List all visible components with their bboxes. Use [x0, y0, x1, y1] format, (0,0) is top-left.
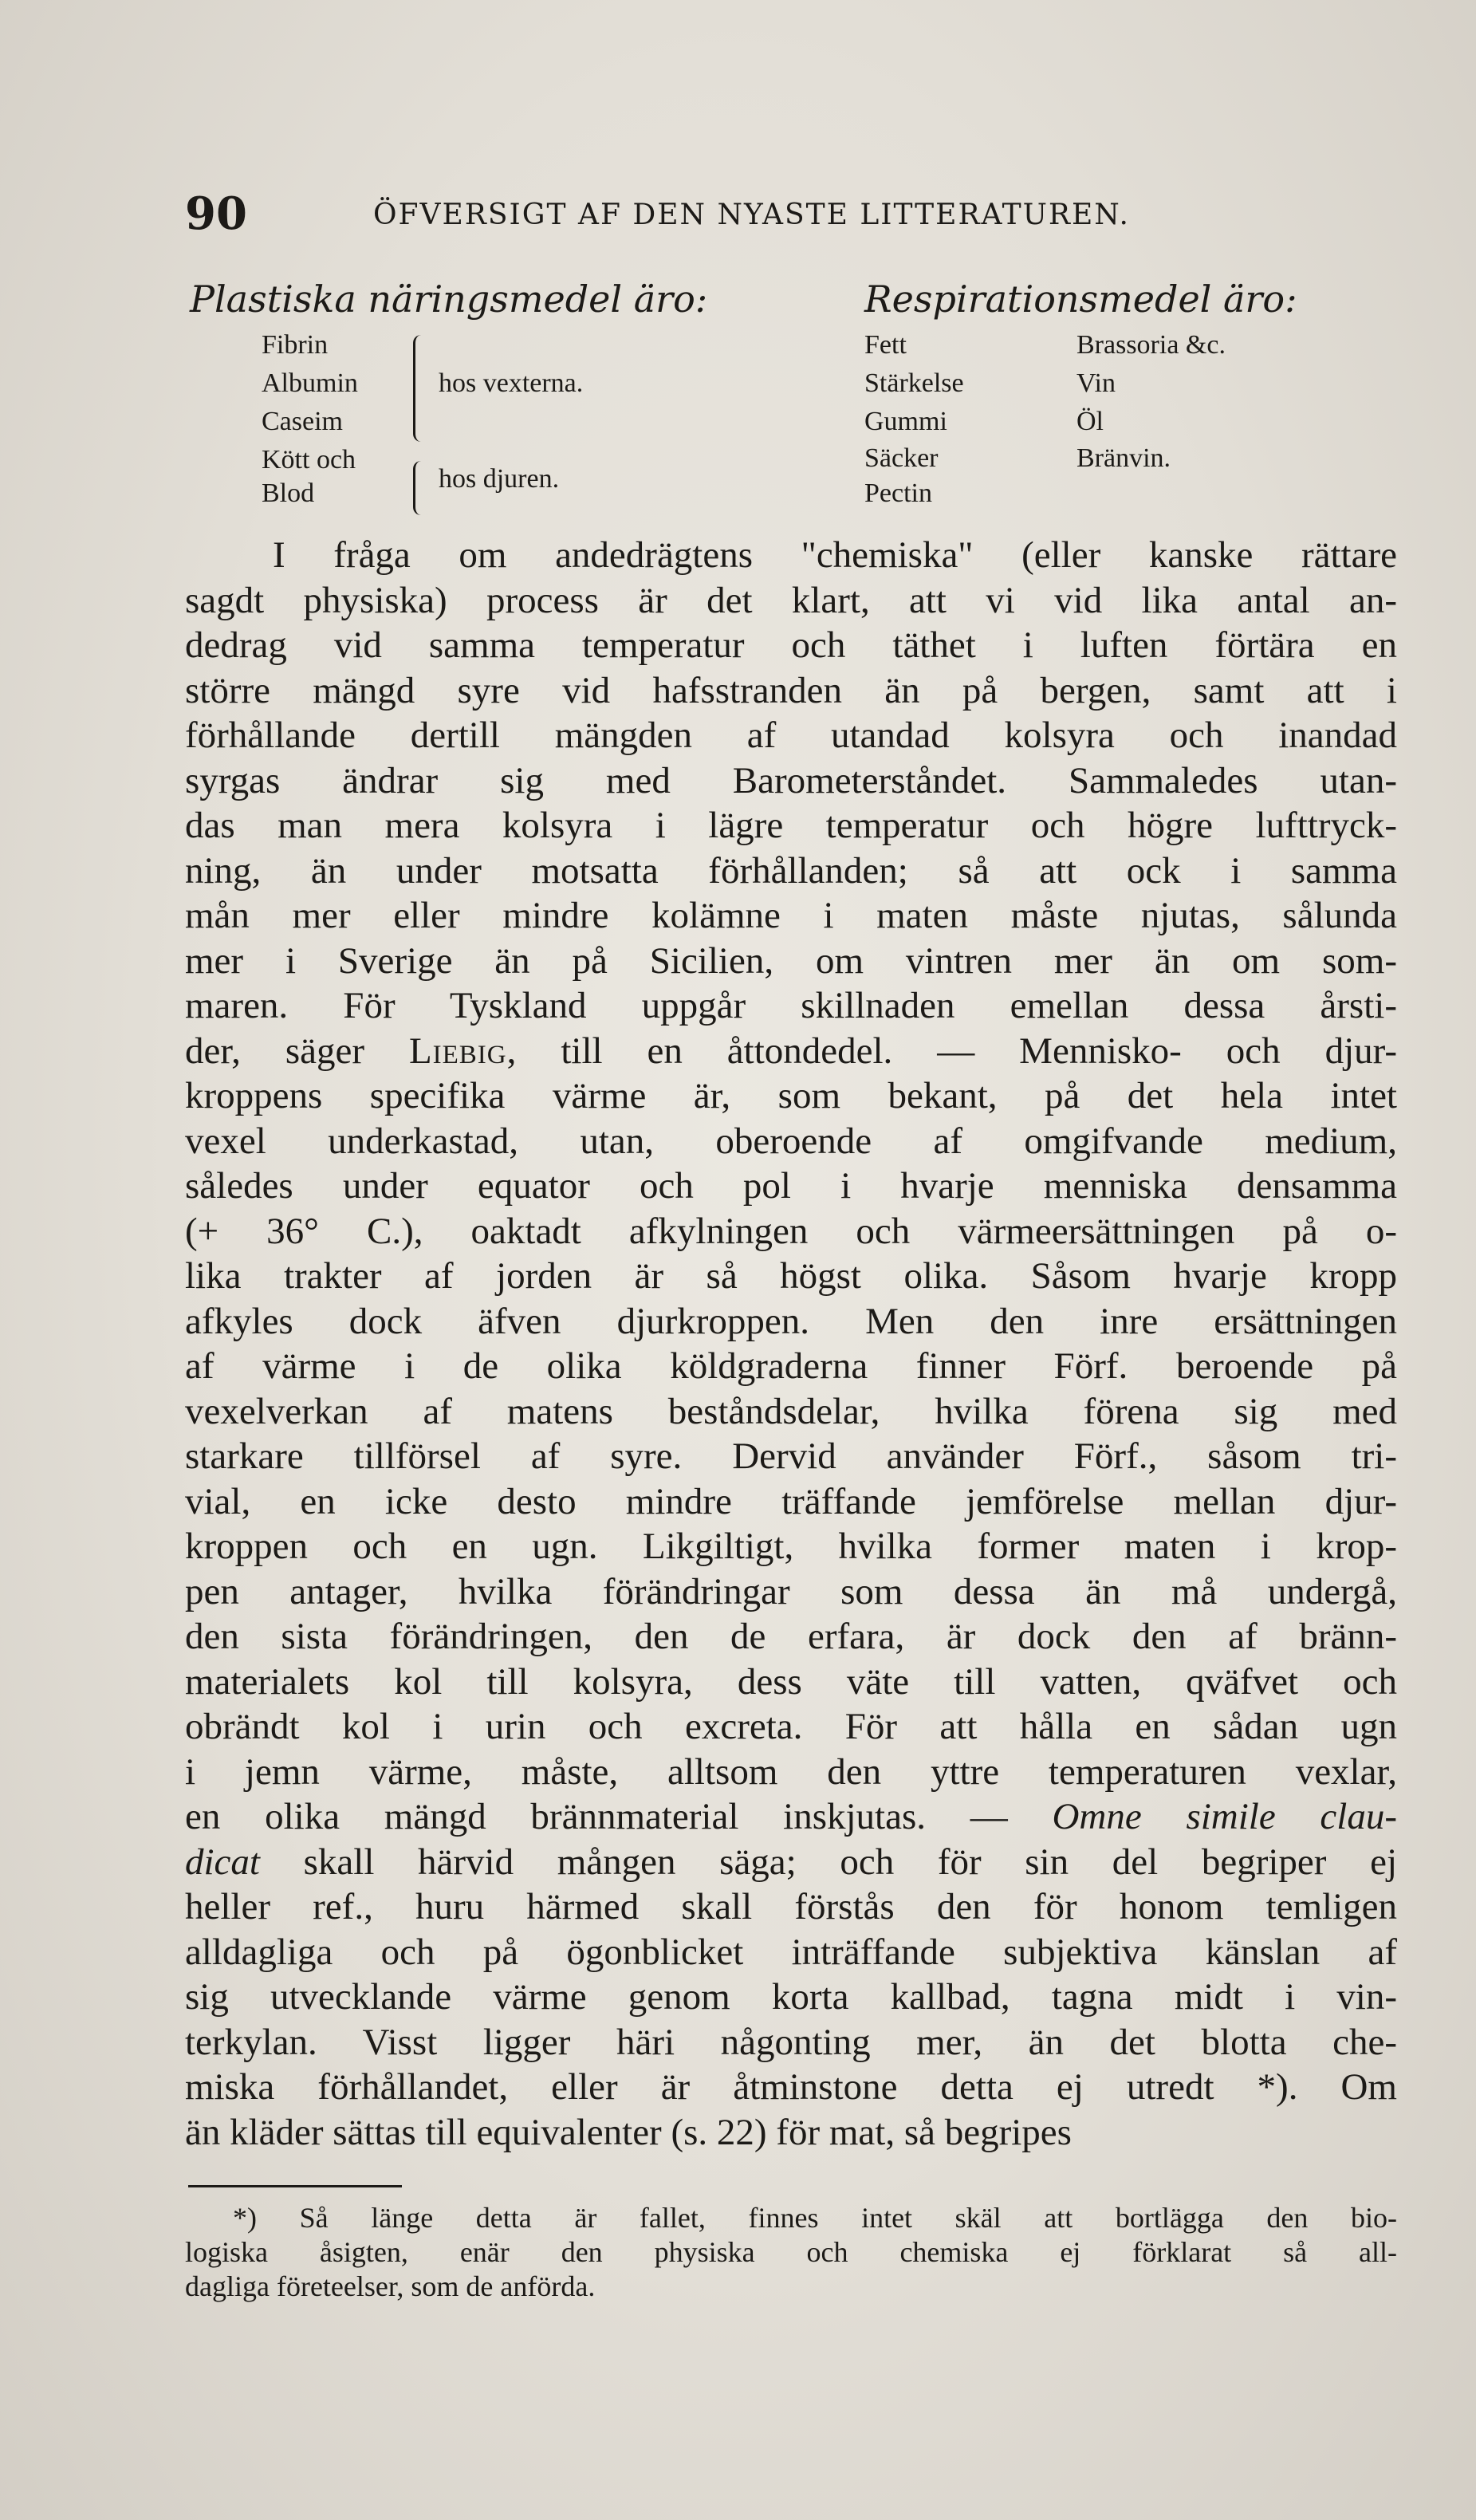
text-line: afkyles dock äfven djurkroppen. Men den inre ersättningen [185, 1300, 1397, 1342]
brace [413, 461, 427, 515]
text-line: större mängd syre vid hafsstranden än på bergen, samt att i [185, 669, 1397, 711]
text-line: i jemn värme, måste, alltsom den yttre temperaturen vexlar, [185, 1750, 1397, 1793]
text-line [185, 1840, 1397, 1885]
nutrient-table [185, 278, 1397, 517]
text-line: förhållande dertill mängden af utandad kolsyra och inandad [185, 715, 1397, 756]
text-line: kroppens specifika värme är, som bekant, på det hela intet [185, 1075, 1397, 1116]
text-line [185, 1794, 1397, 1840]
respiration-item: Vin [1076, 368, 1116, 398]
plastic-item: Caseim [262, 407, 343, 436]
page-header [185, 187, 1397, 243]
text-line: starkare tillförsel af syre. Dervid använder Förf., såsom tri- [185, 1435, 1397, 1477]
text-line: sagdt physiska) process är det klart, att vi vid lika antal an- [185, 579, 1397, 621]
body-text [185, 533, 1397, 2155]
page-number: 90 [185, 187, 247, 240]
text-line: maren. För Tyskland uppgår skillnaden emellan dessa årsti- [185, 985, 1397, 1026]
text-line: pen antager, hvilka förändringar som dessa än må undergå, [185, 1570, 1397, 1612]
text-line: dedrag vid samma temperatur och täthet i luften förtära en [185, 624, 1397, 666]
respiration-item: Öl [1076, 407, 1104, 436]
text-fragment: , till en åttondedel. — Mennisko- och djur- [506, 1030, 1397, 1072]
text-line: sig utvecklande värme genom korta kallbad, tagna midt i vin- [185, 1976, 1397, 2018]
footnote-line: logiska åsigten, enär den physiska och chemiska ej förklarat så all- [185, 2236, 1397, 2268]
text-line: vexelverkan af matens beståndsdelar, hvilka förena sig med [185, 1390, 1397, 1432]
latin-quote: dicat [185, 1841, 260, 1883]
text-line: mer i Sverige än på Sicilien, om vintren mer än om som- [185, 939, 1397, 982]
respiration-item: Gummi [864, 407, 947, 436]
footnote-line: *) Så länge detta är fallet, finnes intet skäl att bortlägga den bio- [233, 2202, 1397, 2234]
text-line: miska förhållandet, eller är åtminstone detta ej utredt *). Om [185, 2066, 1397, 2108]
respiration-item: Fett [864, 330, 907, 360]
respiration-item: Stärkelse [864, 368, 964, 398]
respiration-item: Säcker [864, 443, 939, 473]
text-line: af värme i de olika köldgraderna finner Förf. beroende på [185, 1345, 1397, 1387]
text-line: alldagliga och på ögonblicket inträffande subjektiva känslan af [185, 1931, 1397, 1973]
text-line: syrgas ändrar sig med Barometerståndet. Sammaledes utan- [185, 759, 1397, 801]
plants-label: hos vexterna. [439, 368, 584, 398]
respiration-item: Brassoria &c. [1076, 330, 1226, 360]
text-line: mån mer eller mindre kolämne i maten måste njutas, sålunda [185, 895, 1397, 936]
brace [413, 335, 427, 442]
text-line: I fråga om andedrägtens "chemiska" (eller kanske rättare [273, 534, 1397, 576]
text-line: terkylan. Visst ligger häri någonting mer, än det blotta che- [185, 2021, 1397, 2063]
respiration-item: Bränvin. [1076, 443, 1171, 473]
plastic-item: Albumin [262, 368, 358, 398]
text-line: ning, än under motsatta förhållanden; så att ock i samma [185, 849, 1397, 892]
text-line: än kläder sättas till equivalenter (s. 22) för mat, så begripes [185, 2111, 1072, 2153]
text-line: vexel underkastad, utan, oberoende af omgifvande medium, [185, 1120, 1397, 1162]
text-line: lika trakter af jorden är så högst olika. Såsom hvarje kropp [185, 1255, 1397, 1297]
running-title: ÖFVERSIGT AF DEN NYASTE LITTERATUREN. [373, 199, 1130, 231]
text-line: heller ref., huru härmed skall förstås den för honom temligen [185, 1886, 1397, 1927]
text-line: den sista förändringen, den de erfara, är dock den af bränn- [185, 1616, 1397, 1657]
respiration-heading: Respirationsmedel äro: [864, 278, 1297, 321]
footnote-line: dagliga företeelser, som de anförda. [185, 2270, 596, 2302]
text-line: kroppen och en ugn. Likgiltigt, hvilka former maten i krop- [185, 1526, 1397, 1567]
text-line: således under equator och pol i hvarje menniska densamma [185, 1165, 1397, 1207]
plastic-item: Kött och [262, 445, 356, 474]
text-fragment: en olika mängd brännmaterial inskjutas. — [185, 1796, 1008, 1837]
text-fragment: skall härvid mången säga; och för sin del begriper ej [303, 1841, 1397, 1883]
latin-quote: Omne simile clau- [1052, 1796, 1398, 1837]
author-name: Liebig [408, 1030, 507, 1072]
text-line [185, 1029, 1397, 1074]
text-line: vial, en icke desto mindre träffande jemförelse mellan djur- [185, 1480, 1397, 1522]
plastic-heading: Plastiska näringsmedel äro: [190, 278, 708, 321]
text-fragment: der, säger [185, 1030, 364, 1072]
footnote-divider [188, 2185, 402, 2187]
text-line: (+ 36° C.), oaktadt afkylningen och värmeersättningen på o- [185, 1210, 1397, 1252]
respiration-item: Pectin [864, 478, 932, 508]
text-line: obrändt kol i urin och excreta. För att hålla en sådan ugn [185, 1706, 1397, 1747]
text-line: materialets kol till kolsyra, dess väte till vatten, qväfvet och [185, 1660, 1397, 1703]
animals-label: hos djuren. [439, 464, 560, 494]
footnote [185, 2201, 1397, 2304]
plastic-item: Blod [262, 478, 315, 508]
plastic-item: Fibrin [262, 330, 329, 360]
text-line: das man mera kolsyra i lägre temperatur och högre lufttryck- [185, 805, 1397, 846]
